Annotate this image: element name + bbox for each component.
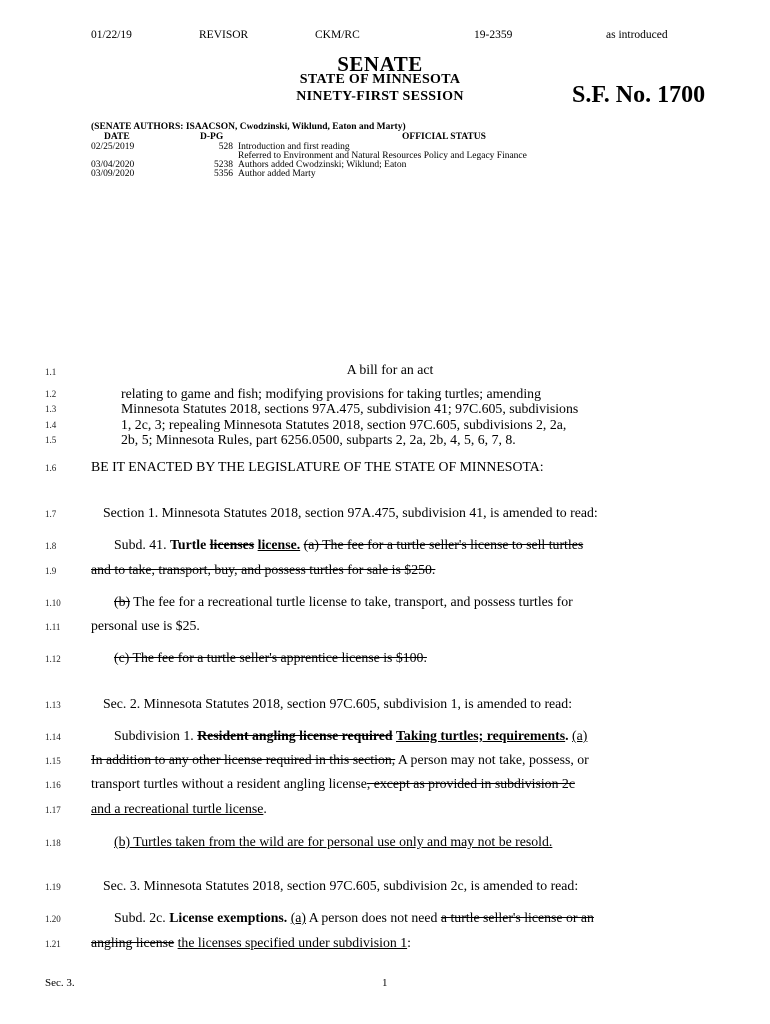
section-heading: Section 1. Minnesota Statutes 2018, section 97A.475, subdivision 41, is amended to read: [103, 505, 598, 520]
state-title: STATE OF MINNESOTA [299, 72, 461, 87]
inserted-text: (b) Turtles taken from the wild are for personal use only and may not be resold. [114, 834, 553, 849]
history-row-status: Authors added Cwodzinski; Wiklund; Eaton [238, 160, 407, 170]
header-date: 01/22/19 [91, 29, 132, 41]
bill-text-line [114, 834, 552, 850]
struck-text: Resident angling license required [197, 728, 393, 743]
header-revisor: REVISOR [199, 29, 249, 41]
footer-section: Sec. 3. [45, 977, 75, 989]
struck-text: , except as provided in subdivision 2c [366, 776, 575, 791]
bill-text-line: personal use is $25. [91, 618, 200, 633]
bill-text-line: Subd. 41. Turtle licenses license. (a) The fee for a turtle seller's license to sell turtles [114, 537, 584, 552]
history-col-status: OFFICIAL STATUS [402, 132, 486, 142]
senate-title: SENATE [337, 52, 423, 76]
bill-text-line: 2b, 5; Minnesota Rules, part 6256.0500, subparts 2, 2a, 2b, 4, 5, 6, 7, 8. [121, 432, 516, 447]
line-number: 1.8 [45, 541, 57, 551]
section-heading: Sec. 2. Minnesota Statutes 2018, section 97C.605, subdivision 1, is amended to read: [103, 696, 573, 711]
history-row-date: 03/04/2020 [91, 160, 135, 170]
bill-text-line: Minnesota Statutes 2018, sections 97A.475, subdivision 41; 97C.605, subdivisions [121, 401, 579, 416]
line-number: 1.9 [45, 566, 57, 576]
line-number: 1.6 [45, 463, 57, 473]
history-authors: (SENATE AUTHORS: ISAACSON, Cwodzinski, Wiklund, Eaton and Marty) [91, 122, 406, 132]
history-row-dpg: 5356 [214, 169, 233, 179]
bill-text-line: Subd. 2c. License exemptions. (a) A person does not need a turtle seller's license or an [114, 910, 594, 925]
enacting-clause: BE IT ENACTED BY THE LEGISLATURE OF THE STATE OF MINNESOTA: [91, 459, 544, 474]
bill-text-line [114, 650, 427, 666]
line-number: 1.2 [45, 389, 57, 399]
bill-text-line: relating to game and fish; modifying provisions for taking turtles; amending [121, 386, 541, 401]
history-row-date: 03/09/2020 [91, 169, 135, 179]
line-number: 1.11 [45, 622, 61, 632]
page-number: 1 [382, 977, 388, 989]
line-number: 1.1 [45, 367, 57, 377]
line-number: 1.12 [45, 654, 61, 664]
struck-text: (b) [114, 594, 131, 609]
bill-heading: A bill for an act [346, 362, 434, 377]
inserted-text: (a) [572, 728, 588, 743]
header-initials: CKM/RC [315, 29, 360, 41]
struck-text: angling license [91, 935, 175, 950]
history-row-dpg: 5238 [214, 160, 233, 170]
line-number: 1.13 [45, 700, 61, 710]
history-row-dpg: 528 [218, 142, 233, 152]
line-number: 1.16 [45, 780, 61, 790]
line-number: 1.17 [45, 805, 61, 815]
bill-text-line: (b) The fee for a recreational turtle license to take, transport, and possess turtles for [114, 594, 573, 609]
struck-text: (c) The fee for a turtle seller's apprentice license is $100. [114, 650, 427, 665]
line-number: 1.19 [45, 882, 61, 892]
inserted-text: and a recreational turtle license [91, 801, 264, 816]
bill-number: S.F. No. 1700 [572, 82, 706, 108]
struck-text: and to take, transport, buy, and possess turtles for sale is $250. [91, 562, 436, 577]
inserted-text: Taking turtles; requirements [395, 728, 566, 743]
history-row-status: Author added Marty [238, 169, 316, 179]
history-row-status: Referred to Environment and Natural Resources Policy and Legacy Finance [238, 151, 527, 161]
header-doc-id: 19-2359 [474, 29, 513, 41]
bill-text-line: In addition to any other license required in this section, A person may not take, possess, or [91, 752, 589, 767]
line-number: 1.3 [45, 404, 57, 414]
bill-text-line: 1, 2c, 3; repealing Minnesota Statutes 2018, section 97C.605, subdivisions 2, 2a, [121, 417, 567, 432]
inserted-text: license. [257, 537, 301, 552]
struck-text: In addition to any other license required in this section, [91, 752, 396, 767]
line-number: 1.18 [45, 838, 61, 848]
line-number: 1.14 [45, 732, 61, 742]
inserted-text: the licenses specified under subdivision 1 [177, 935, 408, 950]
session-title: NINETY-FIRST SESSION [296, 89, 464, 104]
bill-text-line: angling license the licenses specified under subdivision 1: [91, 935, 411, 950]
history-row-date: 02/25/2019 [91, 142, 135, 152]
section-heading: Sec. 3. Minnesota Statutes 2018, section 97C.605, subdivision 2c, is amended to read: [103, 878, 579, 893]
bill-text-line: Subdivision 1. Resident angling license required Taking turtles; requirements. (a) [114, 728, 588, 743]
bill-text-line: and a recreational turtle license. [91, 801, 267, 816]
inserted-text: (a) [290, 910, 307, 925]
header-status: as introduced [606, 29, 668, 41]
line-number: 1.21 [45, 939, 61, 949]
struck-text: licenses [209, 537, 255, 552]
line-number: 1.5 [45, 435, 57, 445]
history-col-date: DATE [104, 132, 130, 142]
line-number: 1.10 [45, 598, 61, 608]
line-number: 1.4 [45, 420, 57, 430]
line-number: 1.7 [45, 509, 57, 519]
bill-text-line [91, 562, 435, 578]
history-row-status: Introduction and first reading [238, 142, 350, 152]
struck-text: a turtle seller's license or an [440, 910, 594, 925]
struck-text: (a) The fee for a turtle seller's license to sell turtles [303, 537, 584, 552]
history-col-dpg: D-PG [200, 132, 224, 142]
bill-text-line: transport turtles without a resident angling license, except as provided in subdivision 2c [91, 776, 575, 791]
line-number: 1.15 [45, 756, 61, 766]
line-number: 1.20 [45, 914, 61, 924]
